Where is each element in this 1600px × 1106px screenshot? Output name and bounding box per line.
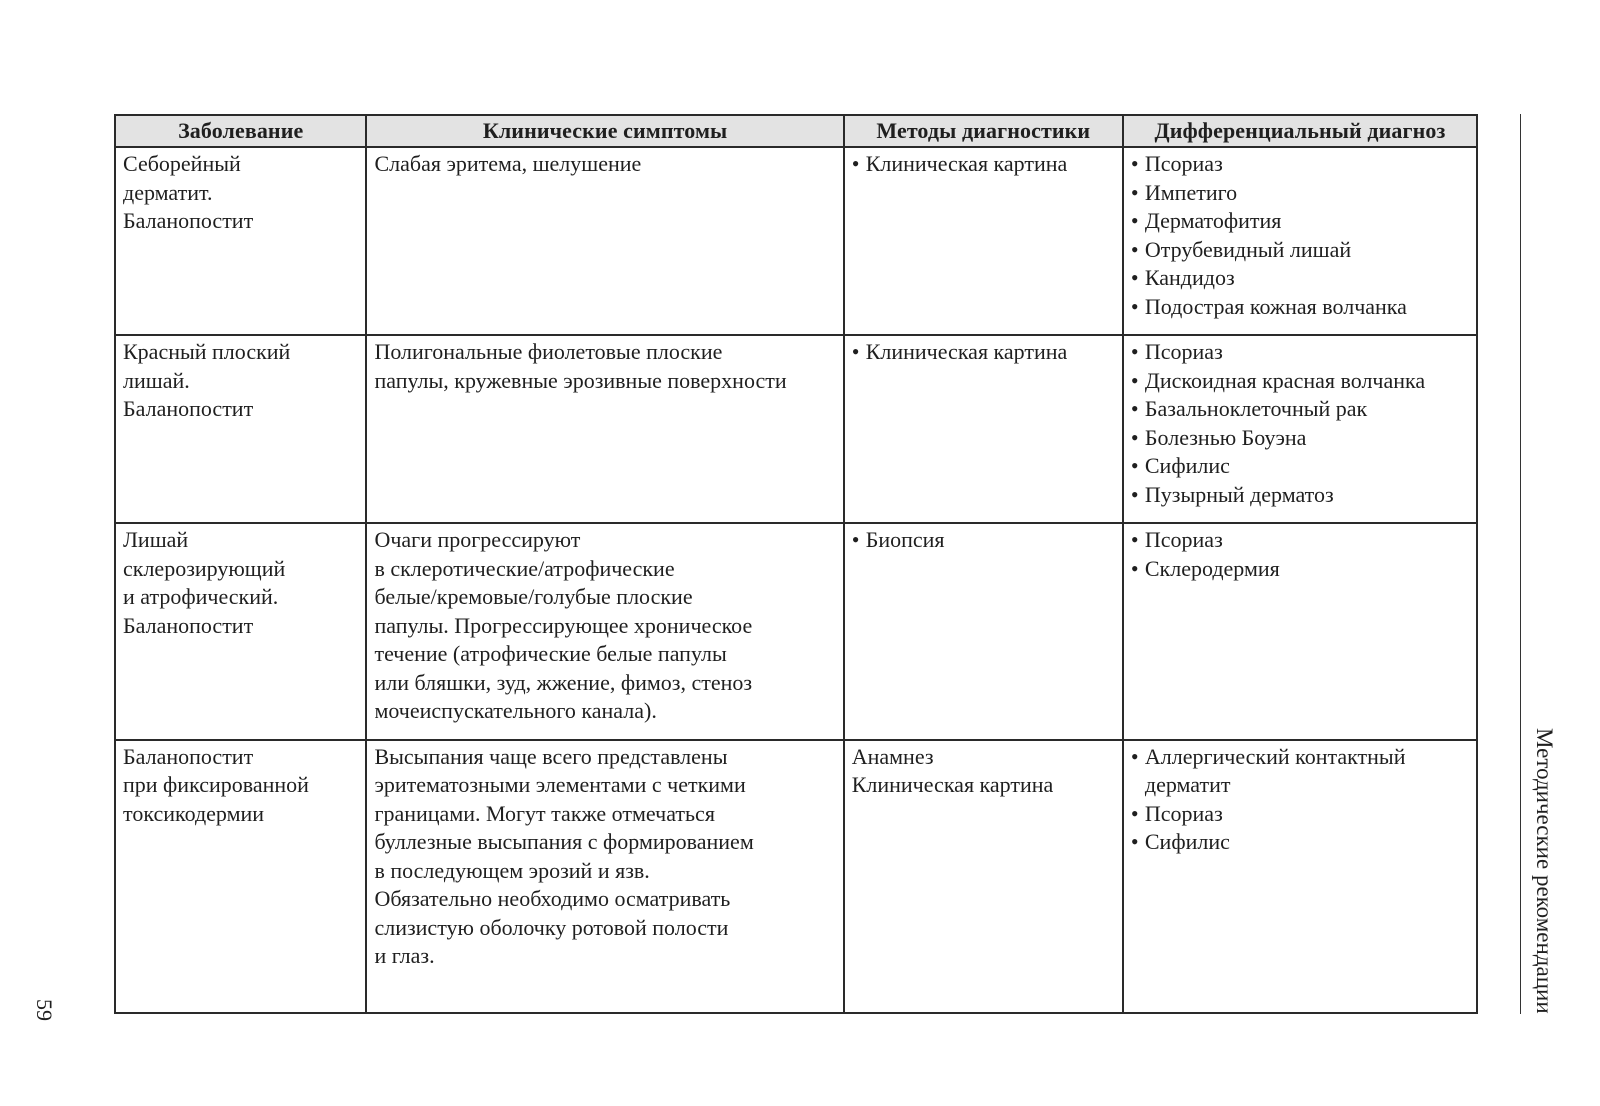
list-item: • Псориаз (1131, 800, 1470, 829)
symptoms-cell (366, 740, 843, 1013)
text-line: и глаз. (374, 943, 435, 969)
differential-cell (1123, 523, 1477, 740)
list-item: • Псориаз (1131, 338, 1470, 367)
list-item: • Отрубевидный лишай (1131, 236, 1470, 265)
text-line: при фиксированной (123, 772, 309, 798)
symptoms-cell (366, 147, 843, 335)
table-row (115, 147, 1477, 335)
list-item (1131, 743, 1470, 772)
header-diagnostics: Методы диагностики (844, 115, 1123, 147)
list-item: • Дискоидная красная волчанка (1131, 367, 1470, 396)
text-line: Лишай (123, 527, 189, 553)
text-line: слизистую оболочку ротовой полости (374, 914, 729, 940)
text-line: Слабая эритема, шелушение (374, 151, 642, 176)
symptoms-cell (366, 335, 843, 523)
list-item: • Псориаз (1131, 526, 1470, 555)
list-item: • Клиническая картина (852, 150, 1116, 179)
text-line: мочеиспускательного канала). (374, 698, 657, 724)
page-number: 59 (32, 999, 57, 1021)
diagnostics-list (852, 338, 1116, 367)
list-item: • Биопсия (852, 526, 1116, 555)
list-item-text: Аллергический контактный (1144, 743, 1406, 769)
running-title: Методические рекомендации (1532, 728, 1557, 1014)
text-line: Себорейный (123, 151, 241, 176)
list-item: • Пузырный дерматоз (1131, 481, 1470, 510)
list-item: • Псориаз (1131, 150, 1470, 179)
table-row (115, 523, 1477, 740)
text-line: эритематозными элементами с четкими (374, 772, 746, 798)
diagnostics-cell (844, 740, 1123, 1013)
differential-cell (1123, 147, 1477, 335)
text-line: границами. Могут также отмечаться (374, 800, 715, 826)
list-item: • Базальноклеточный рак (1131, 395, 1470, 424)
differential-cell (1123, 335, 1477, 523)
header-disease: Заболевание (115, 115, 366, 147)
text-line: папулы, кружевные эрозивные поверхности (374, 367, 787, 393)
differential-list (1131, 800, 1470, 857)
side-divider (1520, 114, 1521, 1014)
header-differential: Дифференциальный диагноз (1123, 115, 1477, 147)
list-item: • Импетиго (1131, 179, 1470, 208)
text-line: Анамнез (851, 743, 934, 769)
text-line: буллезные высыпания с формированием (374, 829, 754, 855)
disease-cell (115, 740, 366, 1013)
list-item: • Подострая кожная волчанка (1131, 293, 1470, 322)
text-line: папулы. Прогрессирующее хроническое (374, 612, 753, 638)
differential-cell (1123, 740, 1477, 1013)
text-line: Баланопостит (123, 208, 254, 233)
text-line: лишай. (123, 367, 190, 393)
text-line: или бляшки, зуд, жжение, фимоз, стеноз (374, 669, 753, 695)
diagnostics-cell (844, 335, 1123, 523)
diagnosis-table (114, 114, 1478, 1014)
list-item: • Сифилис (1131, 828, 1470, 857)
text-line: в склеротические/атрофические (374, 555, 675, 581)
differential-list (1131, 743, 1470, 772)
list-item: • Дерматофития (1131, 207, 1470, 236)
diagnostics-list (852, 526, 1116, 555)
list-item: • Сифилис (1131, 452, 1470, 481)
text-line: Полигональные фиолетовые плоские (374, 339, 723, 365)
text-line: Баланопостит (123, 396, 254, 422)
list-item-continuation: дерматит (1144, 772, 1231, 798)
diagnostics-cell (844, 523, 1123, 740)
symptoms-cell (366, 523, 843, 740)
text-line: дерматит. (123, 179, 213, 205)
text-line: Высыпания чаще всего представлены (374, 743, 728, 769)
list-item: • Болезнью Боуэна (1131, 424, 1470, 453)
list-item: • Склеродермия (1131, 555, 1470, 584)
header-symptoms: Клинические симптомы (366, 115, 843, 147)
text-line: и атрофический. (123, 584, 279, 610)
disease-cell (115, 147, 366, 335)
table-header-row (115, 115, 1477, 147)
text-line: течение (атрофические белые папулы (374, 641, 727, 667)
differential-list (1131, 338, 1470, 509)
text-line: Клиническая картина (851, 772, 1054, 798)
table-row (115, 740, 1477, 1013)
text-line: склерозирующий (123, 555, 286, 581)
disease-cell (115, 523, 366, 740)
text-line: Баланопостит (123, 612, 254, 638)
differential-list (1131, 526, 1470, 583)
differential-list (1131, 150, 1470, 321)
text-line: Баланопостит (123, 743, 254, 769)
disease-cell (115, 335, 366, 523)
list-item: • Клиническая картина (852, 338, 1116, 367)
text-line: Красный плоский (123, 339, 291, 365)
table-row (115, 335, 1477, 523)
text-line: белые/кремовые/голубые плоские (374, 584, 693, 610)
text-line: Обязательно необходимо осматривать (374, 886, 731, 912)
text-line: Очаги прогрессируют (374, 527, 581, 553)
text-line: в последующем эрозий и язв. (374, 857, 650, 883)
diagnostics-list (852, 150, 1116, 179)
list-item: • Кандидоз (1131, 264, 1470, 293)
text-line: токсикодермии (123, 800, 265, 826)
diagnostics-cell (844, 147, 1123, 335)
